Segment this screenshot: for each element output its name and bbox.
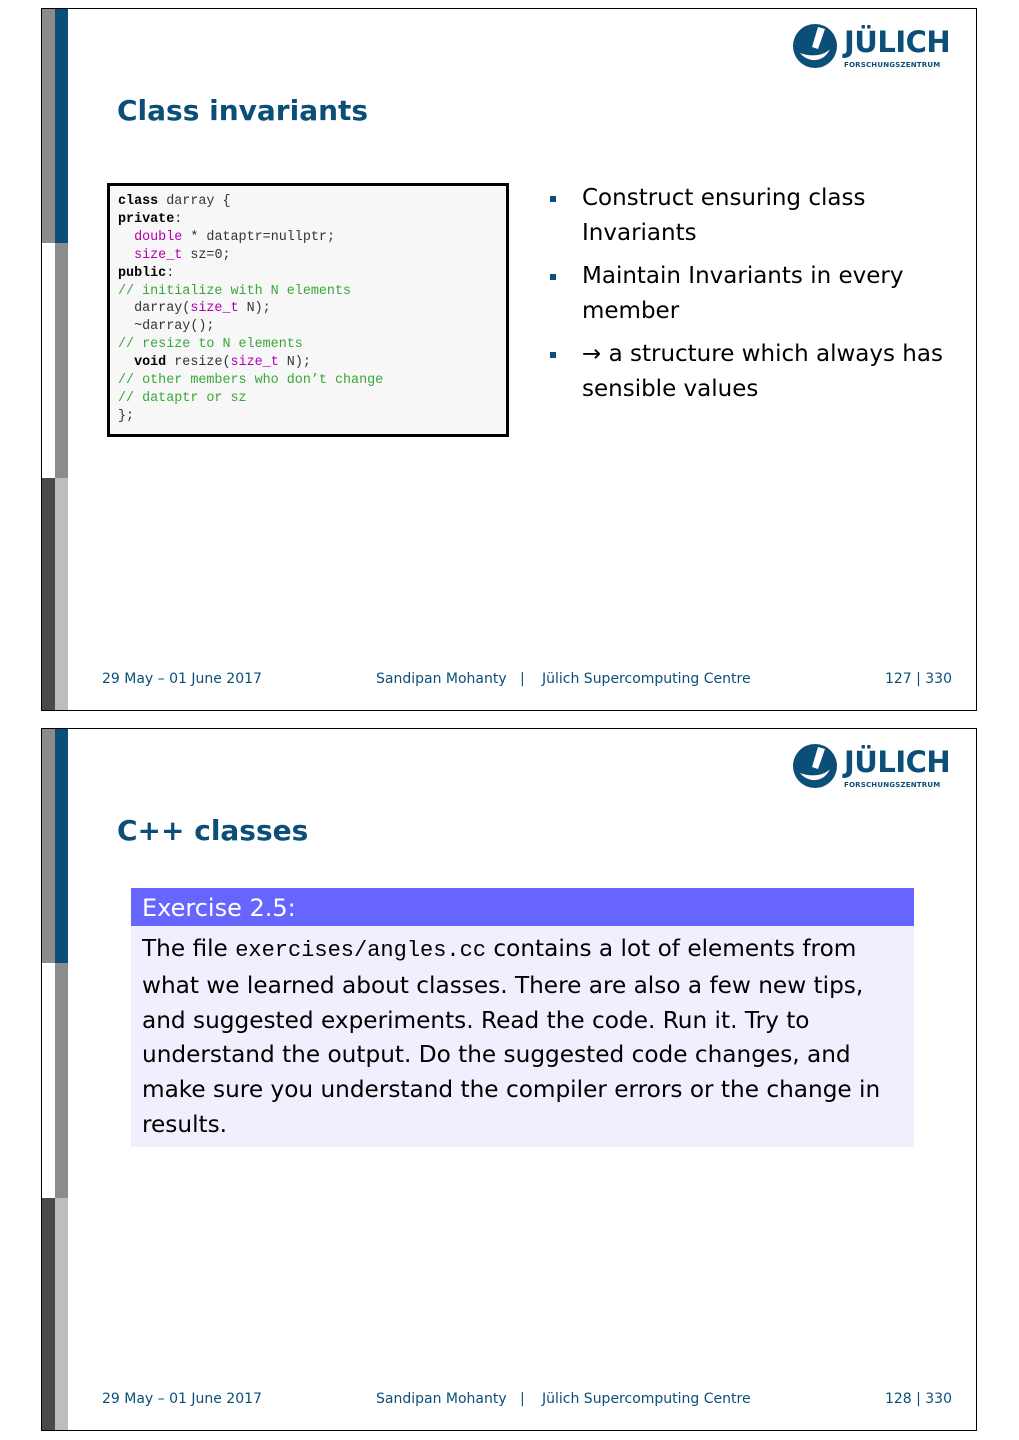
slide-cpp-classes xyxy=(41,728,977,1431)
footer-date: 29 May – 01 June 2017 xyxy=(102,671,262,687)
code-comment: // initialize with N elements xyxy=(118,283,352,299)
bullet-item: → a structure which always has sensible values xyxy=(546,337,946,407)
exercise-file-path: exercises/angles.cc xyxy=(235,938,487,963)
slide-footer xyxy=(102,1389,952,1409)
bullet-item: Construct ensuring class Invariants xyxy=(546,181,946,251)
slide-title: C++ classes xyxy=(117,814,309,847)
code-comment: // resize to N elements xyxy=(118,337,303,353)
footer-page-number: 127 | 330 xyxy=(884,671,952,687)
slide-footer xyxy=(102,669,952,689)
bullet-square-icon xyxy=(550,274,556,280)
footer-separator: | xyxy=(520,1391,525,1407)
code-line: size_t sz=0; xyxy=(134,247,231,263)
bullet-item: Maintain Invariants in every member xyxy=(546,259,946,329)
footer-separator: | xyxy=(520,671,525,687)
code-comment: // dataptr or sz xyxy=(118,390,247,406)
julich-logo xyxy=(792,23,952,73)
code-line: }; xyxy=(118,408,135,424)
slide-class-invariants xyxy=(41,8,977,711)
code-line: ~darray(); xyxy=(118,319,215,335)
bullet-square-icon xyxy=(550,352,556,358)
logo-wordmark: JÜLICH xyxy=(844,745,951,779)
logo-subtext: FORSCHUNGSZENTRUM xyxy=(844,61,941,69)
code-line: private: xyxy=(118,211,183,227)
code-line: double * dataptr=nullptr; xyxy=(134,229,335,245)
julich-logo-icon xyxy=(792,743,838,789)
footer-institution: Jülich Supercomputing Centre xyxy=(542,1391,751,1407)
code-line: public: xyxy=(118,265,175,281)
footer-institution: Jülich Supercomputing Centre xyxy=(542,671,751,687)
exercise-block xyxy=(131,888,914,1147)
sidebar-decoration xyxy=(42,9,69,710)
exercise-heading: Exercise 2.5: xyxy=(131,888,914,926)
code-block xyxy=(107,183,509,437)
julich-logo xyxy=(792,743,952,793)
code-comment: // other members who don’t change xyxy=(118,373,384,389)
code-line: darray(size_t N); xyxy=(118,301,271,317)
julich-logo-icon xyxy=(792,23,838,69)
footer-author: Sandipan Mohanty xyxy=(376,671,507,687)
logo-wordmark: JÜLICH xyxy=(844,25,951,59)
bullet-list xyxy=(546,181,946,415)
slide-title: Class invariants xyxy=(117,94,369,127)
bullet-square-icon xyxy=(550,196,556,202)
logo-subtext: FORSCHUNGSZENTRUM xyxy=(844,781,941,789)
footer-author: Sandipan Mohanty xyxy=(376,1391,507,1407)
footer-page-number: 128 | 330 xyxy=(884,1391,952,1407)
footer-date: 29 May – 01 June 2017 xyxy=(102,1391,262,1407)
exercise-body: The file exercises/angles.cc contains a lot of elements from what we learned about classes. There are also a few new tips, and suggested experiments. Read the code. Run it. Try to understand the output. Do the suggested code changes, and make sure you understand the compiler errors or the change in results. xyxy=(131,926,914,1147)
code-line: class darray { xyxy=(118,194,231,209)
code-line: void resize(size_t N); xyxy=(134,355,311,371)
sidebar-decoration xyxy=(42,729,69,1430)
